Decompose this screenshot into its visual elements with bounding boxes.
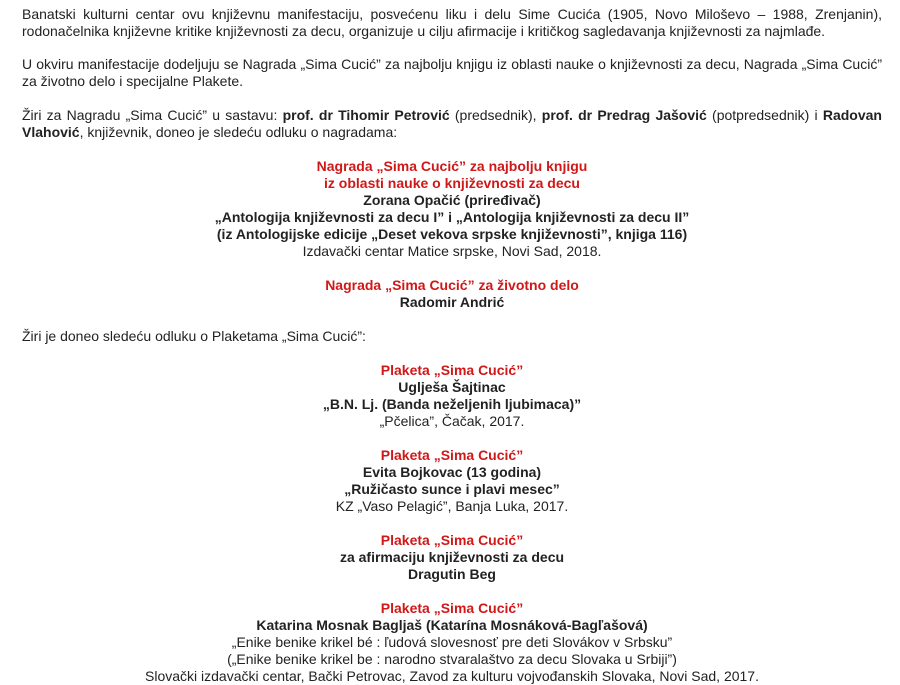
plaque-4-title: Plaketa „Sima Cucić”: [380, 600, 524, 616]
plaque-2: [22, 447, 882, 515]
plaque-4-author: Katarina Mosnak Bagljaš (Katarína Mosnáková-Bagľašová): [256, 617, 648, 633]
plaque-3-name: Dragutin Beg: [408, 566, 496, 582]
award-best-book-work: „Antologija književnosti za decu I” i „Antologija književnosti za decu II”: [214, 209, 690, 225]
plaque-4-publisher: Slovački izdavački centar, Bački Petrovac, Zavod za kulturu vojvođanskih Slovaka, Novi Sad, 2017.: [145, 668, 759, 684]
plaque-1-work: „B.N. Lj. (Banda neželjenih ljubimaca)”: [322, 396, 582, 412]
intro-paragraph-1: Banatski kulturni centar ovu književnu manifestaciju, posvećenu liku i delu Sime Cucića (1905, Novo Miloševo – 1988, Zrenjanin), rodonačelnika književne kritike književnosti za decu, organizuje u cilju afirmacije i kritičkog sagledavanja književnosti za najmlađe.: [22, 6, 882, 39]
plaque-1: [22, 362, 882, 430]
plaque-intro: Žiri je doneo sledeću odluku o Plaketama „Sima Cucić”:: [22, 328, 366, 344]
award-lifetime: [22, 277, 882, 311]
award-best-book-publisher: Izdavački centar Matice srpske, Novi Sad, 2018.: [302, 243, 602, 259]
plaque-2-work: „Ružičasto sunce i plavi mesec”: [344, 481, 560, 497]
plaque-4: [22, 600, 882, 685]
jury-member-president: prof. dr Tihomir Petrović: [282, 107, 450, 123]
award-best-book-title-2: iz oblasti nauke o književnosti za decu: [324, 175, 580, 191]
plaque-1-publisher: „Pčelica”, Čačak, 2017.: [379, 413, 525, 429]
award-best-book: [22, 158, 882, 260]
plaque-2-publisher: KZ „Vaso Pelagić”, Banja Luka, 2017.: [335, 498, 569, 514]
award-best-book-title-1: Nagrada „Sima Cucić” za najbolju knjigu: [316, 158, 588, 174]
plaque-3: [22, 532, 882, 583]
jury-member-vice-president: prof. dr Predrag Jašović: [541, 107, 707, 123]
plaque-2-title: Plaketa „Sima Cucić”: [380, 447, 524, 463]
jury-text-c: (potpredsednik) i: [706, 107, 823, 123]
award-lifetime-title: Nagrada „Sima Cucić” za životno delo: [325, 277, 579, 293]
plaque-3-reason: za afirmaciju književnosti za decu: [339, 549, 565, 565]
award-best-book-author: Zorana Opačić (priređivač): [363, 192, 541, 208]
plaque-2-author: Evita Bojkovac (13 godina): [362, 464, 542, 480]
award-lifetime-name: Radomir Andrić: [399, 294, 505, 310]
award-best-book-series: (iz Antologijske edicije „Deset vekova srpske književnosti”, knjiga 116): [216, 226, 688, 242]
jury-text-b: (predsednik),: [449, 107, 542, 123]
intro-paragraph-2: U okviru manifestacije dodeljuju se Nagrada „Sima Cucić” za najbolju knjigu iz oblasti nauke o književnosti za decu, Nagrada „Sima Cucić” za životno delo i specijalne Plakete.: [22, 56, 882, 89]
jury-text-d: , književnik, doneo je sledeću odluku o nagradama:: [79, 124, 398, 140]
jury-paragraph: [22, 107, 882, 141]
plaque-4-work-translation: („Enike benike krikel be : narodno stvaralaštvo za decu Slovaka u Srbiji”): [227, 651, 677, 667]
plaque-3-title: Plaketa „Sima Cucić”: [380, 532, 524, 548]
jury-text-a: Žiri za Nagradu „Sima Cucić” u sastavu:: [22, 107, 283, 123]
jury-member-writer: Radovan Vlahović: [22, 107, 882, 140]
plaque-1-author: Uglješa Šajtinac: [398, 379, 506, 395]
plaque-1-title: Plaketa „Sima Cucić”: [380, 362, 524, 378]
plaque-4-work: „Enike benike krikel bé : ľudová slovesnosť pre deti Slovákov v Srbsku”: [231, 634, 673, 650]
